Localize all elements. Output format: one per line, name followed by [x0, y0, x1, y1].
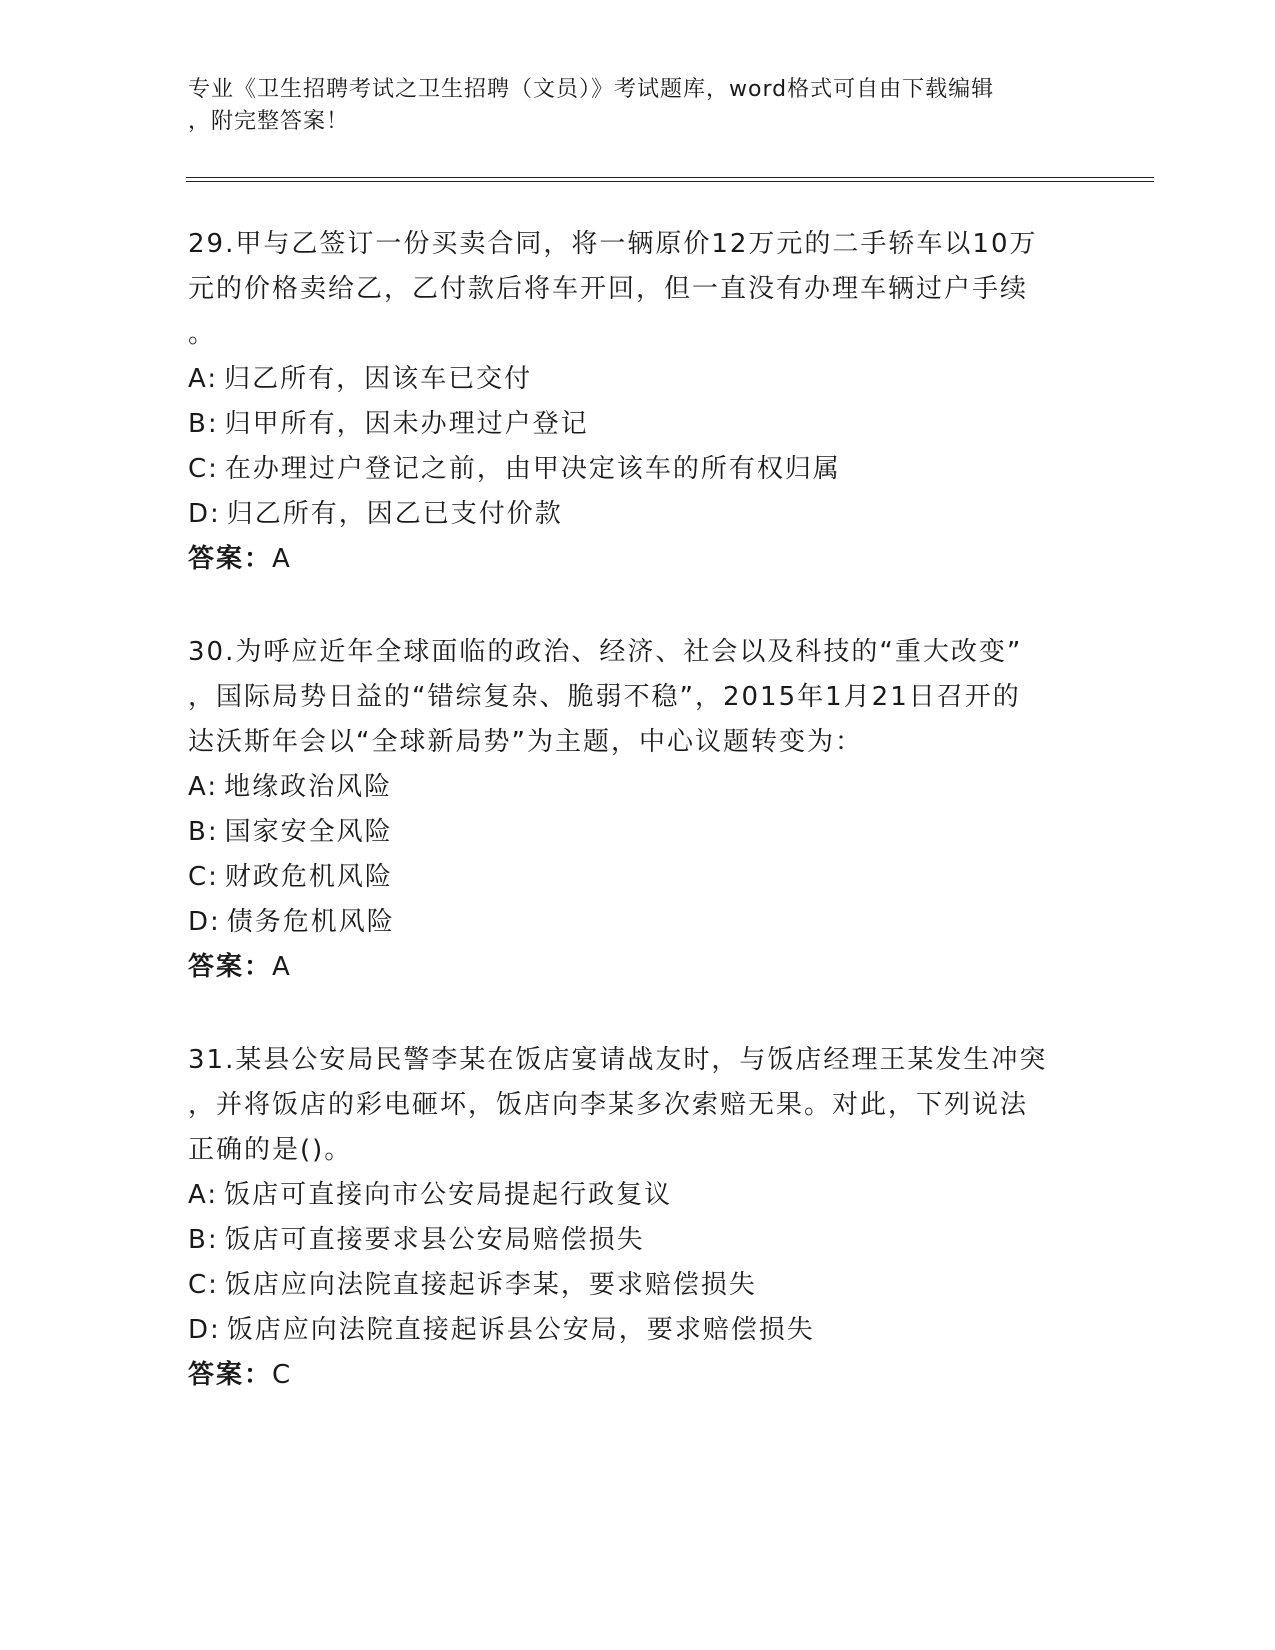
- header-divider: [186, 177, 1154, 182]
- option-key: D:: [188, 1315, 221, 1345]
- option-c: [188, 1263, 1088, 1308]
- option-text: 归乙所有，因乙已支付价款: [226, 499, 563, 529]
- answer-value: A: [272, 544, 292, 574]
- option-text: 归乙所有，因该车已交付: [224, 364, 533, 394]
- answer-label: 答案：: [188, 544, 273, 574]
- option-text: 在办理过户登记之前，由甲决定该车的所有权归属: [224, 454, 841, 484]
- option-d: [188, 492, 1088, 537]
- option-key: C:: [188, 1270, 219, 1300]
- option-b: [188, 810, 1088, 855]
- option-key: A:: [188, 364, 219, 394]
- question-text-line: 正确的是()。: [188, 1135, 353, 1165]
- option-key: A:: [188, 772, 219, 802]
- option-key: A:: [188, 1180, 219, 1210]
- question-text-line: 29.甲与乙签订一份买卖合同，将一辆原价12万元的二手轿车以10万: [188, 229, 1038, 259]
- option-text: 饭店应向法院直接起诉李某，要求赔偿损失: [224, 1270, 757, 1300]
- option-text: 饭店可直接要求县公安局赔偿损失: [224, 1225, 645, 1255]
- question-text-line: 达沃斯年会以“全球新局势”为主题，中心议题转变为：: [188, 727, 863, 757]
- option-key: D:: [188, 499, 221, 529]
- option-d: [188, 900, 1088, 945]
- option-a: [188, 357, 1088, 402]
- option-key: B:: [188, 817, 219, 847]
- question-30: [188, 630, 1088, 990]
- answer-label: 答案：: [188, 952, 273, 982]
- option-text: 债务危机风险: [226, 907, 395, 937]
- option-c: [188, 447, 1088, 492]
- option-text: 财政危机风险: [224, 862, 393, 892]
- option-key: C:: [188, 454, 219, 484]
- answer-label: 答案：: [188, 1360, 273, 1390]
- answer: [188, 945, 1088, 990]
- document-header: [188, 74, 1068, 138]
- header-line-1: 专业《卫生招聘考试之卫生招聘（文员）》考试题库，word格式可自由下载编辑: [188, 77, 995, 102]
- option-text: 地缘政治风险: [224, 772, 393, 802]
- option-a: [188, 1173, 1088, 1218]
- answer-value: C: [272, 1360, 293, 1390]
- option-text: 饭店可直接向市公安局提起行政复议: [224, 1180, 673, 1210]
- option-b: [188, 402, 1088, 447]
- option-text: 国家安全风险: [224, 817, 393, 847]
- header-line-2: ，附完整答案！: [188, 109, 350, 134]
- question-text-line: ，并将饭店的彩电砸坏，饭店向李某多次索赔无果。对此，下列说法: [188, 1090, 1029, 1120]
- option-key: B:: [188, 409, 219, 439]
- answer: [188, 1353, 1088, 1398]
- question-text-line: 31.某县公安局民警李某在饭店宴请战友时，与饭店经理王某发生冲突: [188, 1045, 1048, 1075]
- option-text: 归甲所有，因未办理过户登记: [224, 409, 589, 439]
- question-text-line: 。: [188, 319, 217, 349]
- question-text-line: 30.为呼应近年全球面临的政治、经济、社会以及科技的“重大改变”: [188, 637, 1023, 667]
- option-key: B:: [188, 1225, 219, 1255]
- answer-value: A: [272, 952, 292, 982]
- question-31: [188, 1038, 1088, 1398]
- question-text-line: 元的价格卖给乙，乙付款后将车开回，但一直没有办理车辆过户手续: [188, 274, 1029, 304]
- option-d: [188, 1308, 1088, 1353]
- question-text-line: ，国际局势日益的“错综复杂、脆弱不稳”，2015年1月21日召开的: [188, 682, 1021, 712]
- option-text: 饭店应向法院直接起诉县公安局，要求赔偿损失: [226, 1315, 815, 1345]
- option-key: D:: [188, 907, 221, 937]
- option-b: [188, 1218, 1088, 1263]
- option-a: [188, 765, 1088, 810]
- question-29: [188, 222, 1088, 582]
- option-c: [188, 855, 1088, 900]
- answer: [188, 537, 1088, 582]
- option-key: C:: [188, 862, 219, 892]
